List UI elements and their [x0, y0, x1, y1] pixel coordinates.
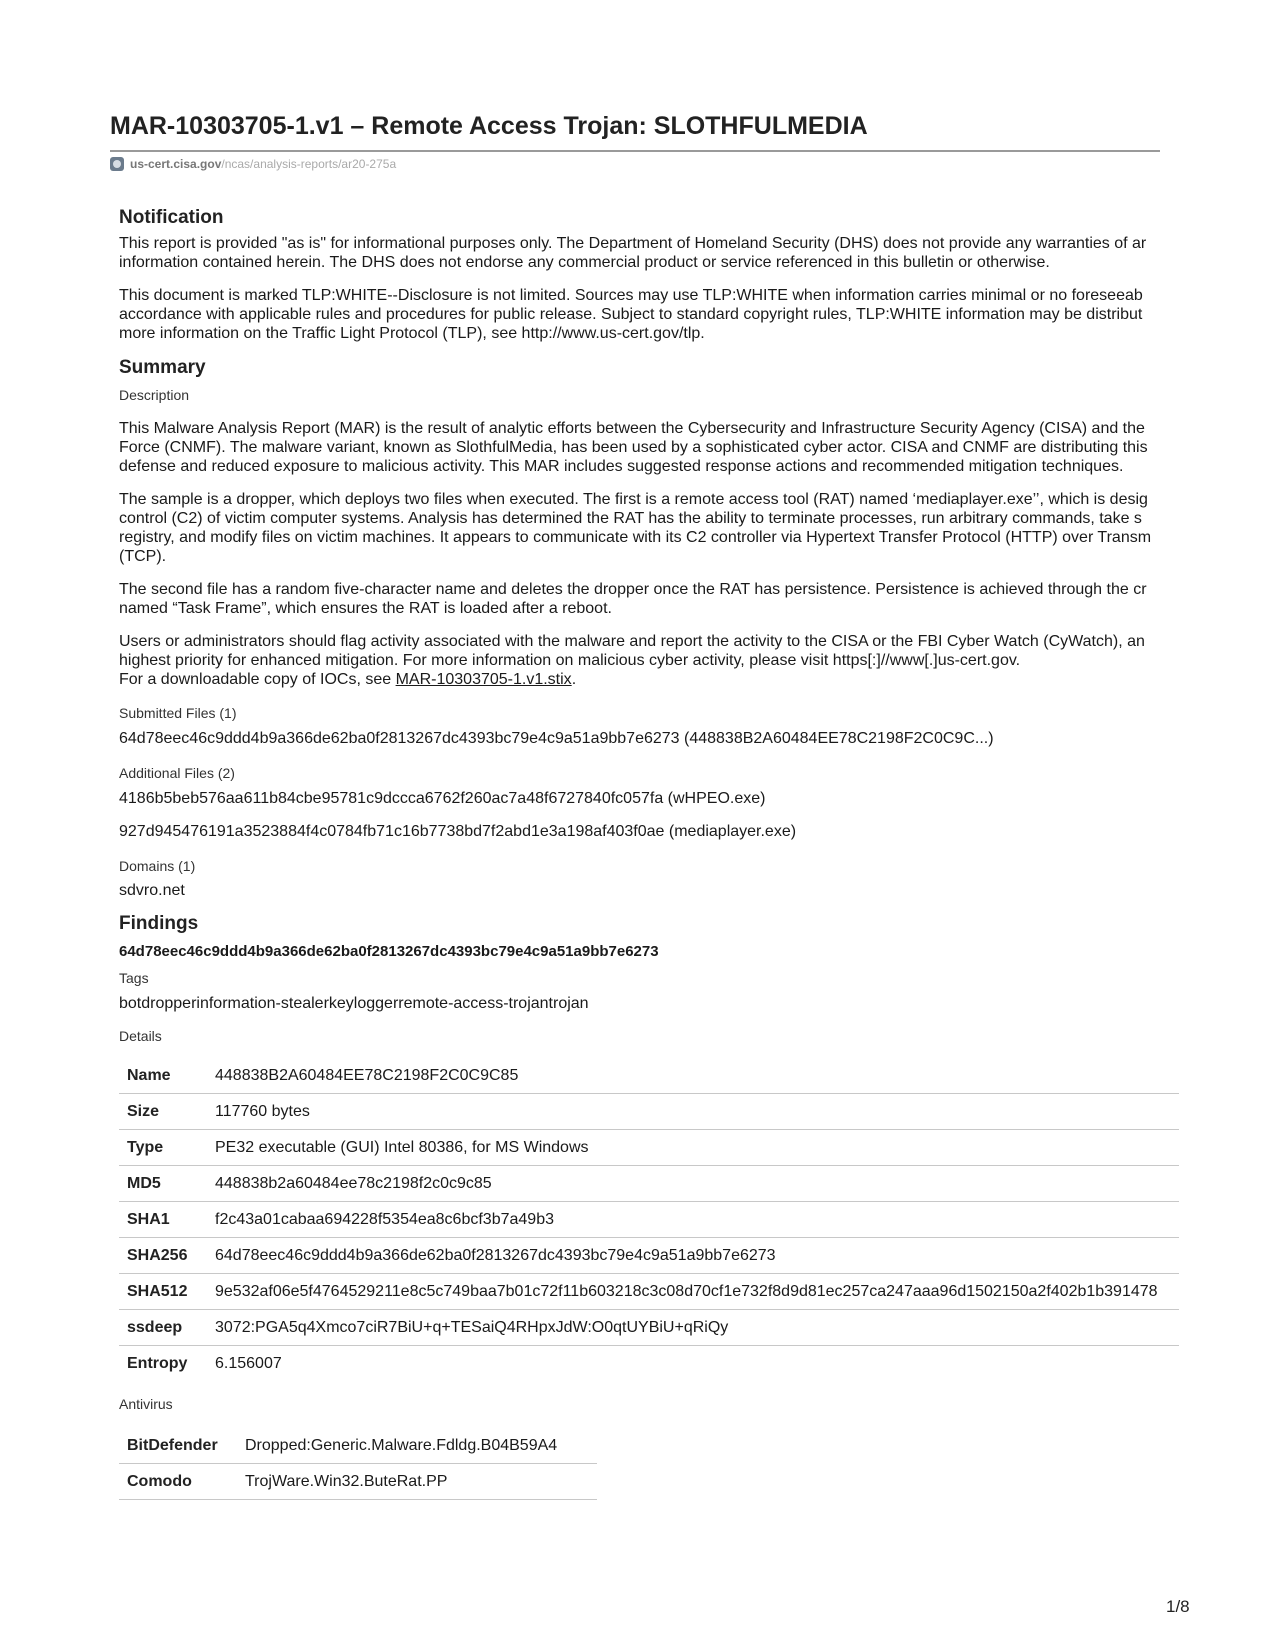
page-title: MAR-10303705-1.v1 – Remote Access Trojan: SLOTHFULMEDIA	[110, 112, 868, 140]
source-url[interactable]	[110, 157, 396, 171]
detail-value: f2c43a01cabaa694228f5354ea8c6bcf3b7a49b3	[207, 1202, 1179, 1238]
table-row	[119, 1238, 1179, 1274]
detail-key: Size	[119, 1094, 207, 1130]
submitted-file-item: 64d78eec46c9ddd4b9a366de62ba0f2813267dc4393bc79e4c9a51a9bb7e6273 (448838B2A60484EE78C2198F2C0C9C...)	[119, 730, 994, 747]
detail-value: PE32 executable (GUI) Intel 80386, for MS Windows	[207, 1130, 1179, 1166]
page-number: 1/8	[1166, 1597, 1190, 1616]
detail-key: Type	[119, 1130, 207, 1166]
detail-value: 6.156007	[215, 1355, 282, 1372]
detail-key: ssdeep	[119, 1310, 207, 1346]
details-label: Details	[119, 1028, 162, 1044]
detail-value: 117760 bytes	[207, 1094, 1179, 1130]
title-divider	[110, 150, 1160, 152]
detail-key: SHA256	[119, 1238, 207, 1274]
detail-key: Entropy	[127, 1355, 188, 1372]
detail-value: 448838B2A60484EE78C2198F2C0C9C85	[207, 1058, 1179, 1094]
table-row	[119, 1202, 1179, 1238]
submitted-files-label: Submitted Files (1)	[119, 705, 237, 721]
table-row	[119, 1428, 597, 1464]
detail-key: SHA1	[119, 1202, 207, 1238]
table-row	[119, 1166, 1179, 1202]
summary-heading: Summary	[119, 357, 206, 378]
detail-value: 448838b2a60484ee78c2198f2c0c9c85	[207, 1166, 1179, 1202]
description-label: Description	[119, 387, 190, 403]
ioc-stix-link[interactable]: MAR-10303705-1.v1.stix	[395, 671, 572, 688]
antivirus-result: Dropped:Generic.Malware.Fdldg.B04B59A4	[237, 1428, 597, 1464]
summary-paragraph-2: The sample is a dropper, which deploys two files when executed. The first is a remote access tool (RAT) named ‘mediaplayer.exe’’, which is desig control (C2) of victim computer systems. Analysis has determined the RAT has the ability to terminate processes, run arbitrary commands, take s registry, and modify files on victim machines. It appears to communicate with its C2 controller via Hypertext Transfer Protocol (HTTP) over Transm (TCP).	[119, 491, 1152, 565]
table-row	[119, 1130, 1179, 1166]
antivirus-vendor: BitDefender	[119, 1428, 237, 1464]
table-row	[119, 1058, 1179, 1094]
detail-value: 9e532af06e5f4764529211e8c5c749baa7b01c72f11b603218c3c08d70cf1e732f8d9d81ec257ca247aaa96d1502150a2f402b1b391478	[207, 1274, 1179, 1310]
report-body	[119, 206, 1275, 1500]
detail-value: 64d78eec46c9ddd4b9a366de62ba0f2813267dc4393bc79e4c9a51a9bb7e6273	[207, 1238, 1179, 1274]
url-path: /ncas/analysis-reports/ar20-275a	[221, 157, 397, 171]
table-row	[119, 1346, 1179, 1382]
antivirus-result: TrojWare.Win32.ButeRat.PP	[237, 1464, 597, 1500]
detail-key: SHA512	[119, 1274, 207, 1310]
table-row	[119, 1464, 597, 1500]
notification-heading: Notification	[119, 207, 224, 228]
detail-key: MD5	[119, 1166, 207, 1202]
table-row	[119, 1310, 1179, 1346]
table-row	[119, 1274, 1179, 1310]
detail-value: 3072:PGA5q4Xmco7ciR7BiU+q+TESaiQ4RHpxJdW:O0qtUYBiU+qRiQy	[207, 1310, 1179, 1346]
findings-heading: Findings	[119, 913, 199, 934]
tags-label: Tags	[119, 970, 149, 986]
site-favicon-icon	[110, 157, 124, 171]
tags-value: botdropperinformation-stealerkeyloggerremote-access-trojantrojan	[119, 995, 589, 1012]
summary-paragraph-4: Users or administrators should flag activity associated with the malware and report the activity to the CISA or the FBI Cyber Watch (CyWatch), an highest priority for enhanced mitigation. For more information on malicious cyber activity, please visit https[:]//www[.]us-cert.gov. For a downloadable copy of IOCs, see MAR-10303705-1.v1.stix.	[119, 633, 1145, 688]
additional-file-item: 927d945476191a3523884f4c0784fb71c16b7738bd7f2abd1e3a198af403f0ae (mediaplayer.exe)	[119, 823, 797, 840]
domain-item: sdvro.net	[119, 882, 185, 899]
findings-hash: 64d78eec46c9ddd4b9a366de62ba0f2813267dc4393bc79e4c9a51a9bb7e6273	[119, 943, 659, 960]
antivirus-label: Antivirus	[119, 1396, 173, 1412]
additional-file-item: 4186b5beb576aa611b84cbe95781c9dccca6762f260ac7a48f6727840fc057fa (wHPEO.exe)	[119, 790, 766, 807]
url-host: us-cert.cisa.gov	[130, 157, 222, 171]
notification-paragraph-2: This document is marked TLP:WHITE--Disclosure is not limited. Sources may use TLP:WHITE when information carries minimal or no foreseeab accordance with applicable rules and procedures for public release. Subject to standard copyright rules, TLP:WHITE information may be distribut more information on the Traffic Light Protocol (TLP), see http://www.us-cert.gov/tlp.	[119, 287, 1143, 342]
domains-label: Domains (1)	[119, 858, 196, 874]
additional-files-label: Additional Files (2)	[119, 765, 235, 781]
detail-key: Name	[119, 1058, 207, 1094]
table-row	[119, 1094, 1179, 1130]
summary-paragraph-1: This Malware Analysis Report (MAR) is the result of analytic efforts between the Cybersecurity and Infrastructure Security Agency (CISA) and the Force (CNMF). The malware variant, known as SlothfulMedia, has been used by a sophisticated cyber actor. CISA and CNMF are distributing this defense and reduced exposure to malicious activity. This MAR includes suggested response actions and recommended mitigation techniques.	[119, 420, 1148, 475]
notification-paragraph-1: This report is provided "as is" for informational purposes only. The Department of Homeland Security (DHS) does not provide any warranties of ar information contained herein. The DHS does not endorse any commercial product or service referenced in this bulletin or otherwise.	[119, 235, 1147, 271]
antivirus-vendor: Comodo	[119, 1464, 237, 1500]
summary-paragraph-3: The second file has a random five-character name and deletes the dropper once the RAT has persistence. Persistence is achieved through the cr named “Task Frame”, which ensures the RAT is loaded after a reboot.	[119, 581, 1147, 617]
details-table	[119, 1058, 1179, 1381]
antivirus-table	[119, 1428, 597, 1500]
ioc-line: For a downloadable copy of IOCs, see MAR-10303705-1.v1.stix.	[119, 671, 577, 688]
